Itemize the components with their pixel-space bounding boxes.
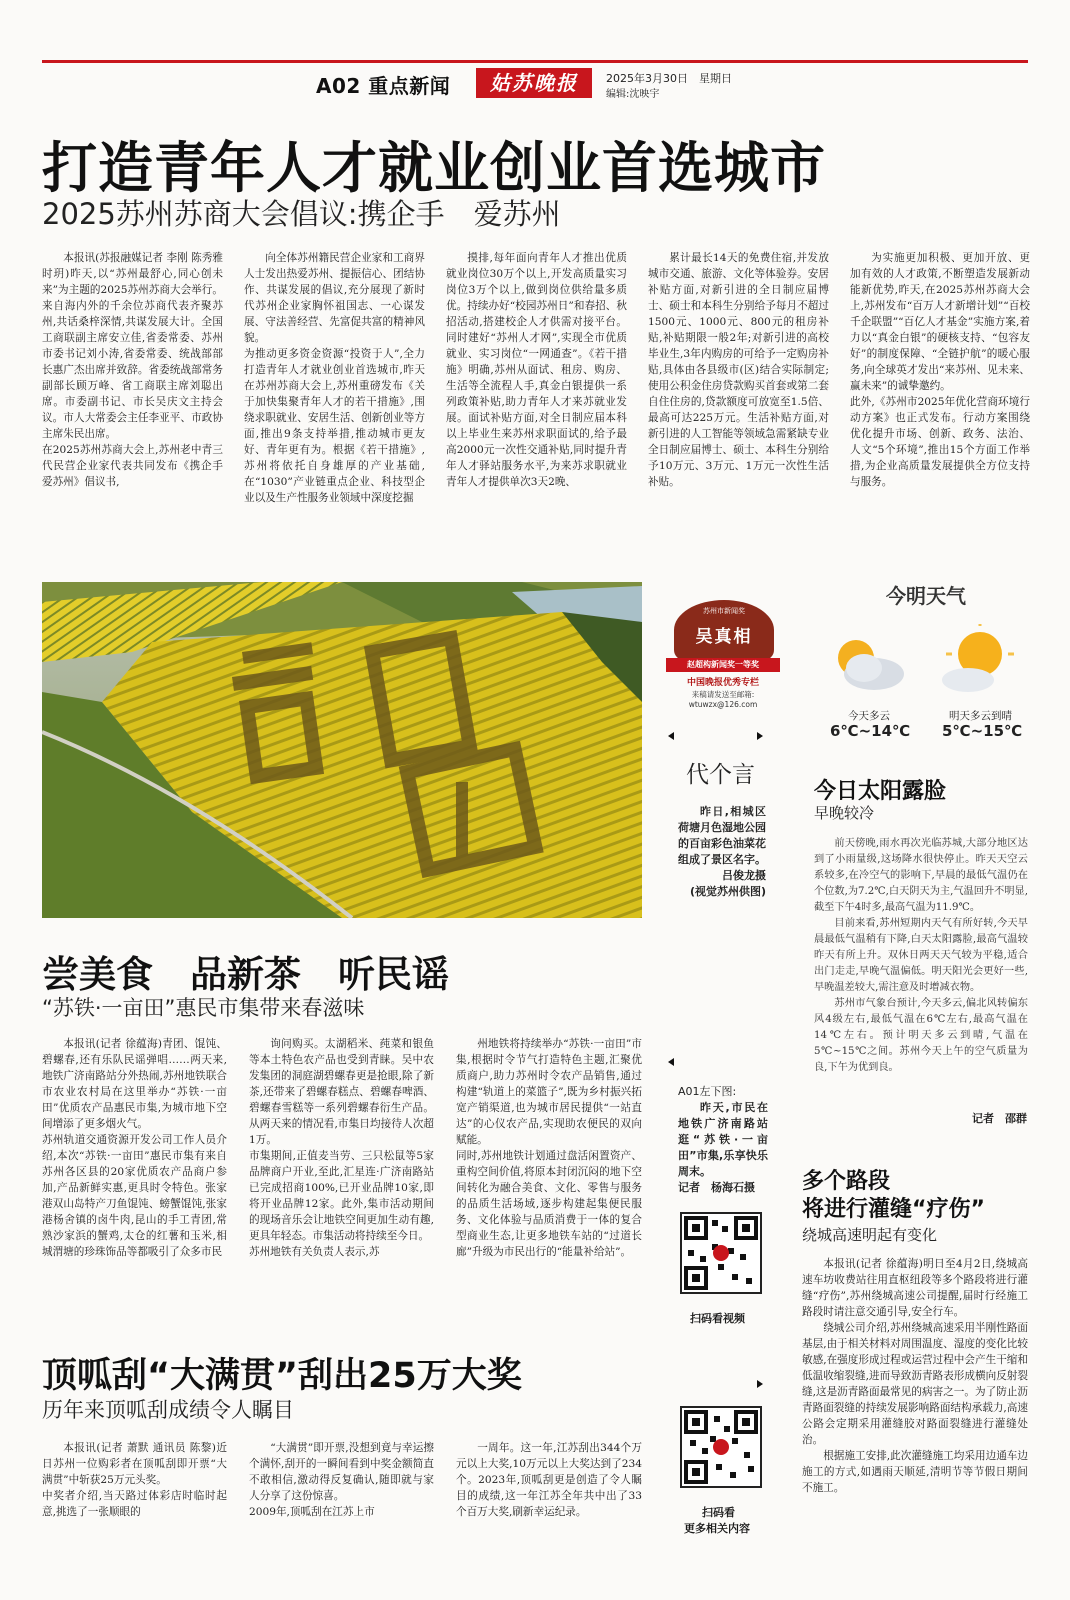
mail-label: 来稿请发送至邮箱: — [691, 690, 755, 699]
road-paragraph: 根据施工安排,此次灌缝施工均采用边通车边施工的方式,如遇雨天顺延,清明节等节假日期间不施工。 — [802, 1450, 1028, 1494]
weather-title: 今明天气 — [886, 584, 966, 608]
lead-column-text: 为实施更加积极、更加开放、更加有效的人才政策,不断塑造发展新动能新优势,昨天,在2025苏州苏商大会上,苏州发布“百万人才新增计划”“百校千企联盟”“百亿人才基金”实施方案,着力以“真金白银”的硬核支持、“包容友好”的制度保障、“全链护航”的暖心服务,向全球英才发出“来苏州、见未来、赢未来”的诚挚邀约。 此外,《苏州市2025年优化营商环境行动方案》也正式发布。行动方案围绕优化提升市场、创新、政务、法治、人文“5个环境”,推出15个方面工作举措,为企业高质量发展提供全方位支持与服务。 — [850, 252, 1030, 488]
lottery-subheadline: 历年来顶呱刮成绩令人瞩目 — [42, 1398, 294, 1422]
triangle-right-icon — [757, 1380, 763, 1388]
metro-caption-ref: A01左下图: — [678, 1085, 737, 1098]
market-column-3 — [456, 1036, 642, 1320]
market-column-text: 州地铁将持续举办“苏铁·一亩田”市集,根据时令节气打造特色主题,汇聚优质商户,助力苏州时令农产品销售,通过构建“轨道上的菜篮子”,既为乡村振兴拓宽产销渠道,也为城市居民提供“一站直达”的心仪农产品,实现助农便民的双向赋能。 同时,苏州地铁计划通过盘活闲置资产、重构空间价值,将原本封闭沉闷的地下空间转化为融合美食、文化、零售与服务的品质生活场域,逐步构建起集便民服务、文化体验与品质消费于一体的复合型商业生态,让更多地铁车站的“过道长廊”升级为市民出行的“能量补给站”。 — [456, 1038, 642, 1258]
more-qr-label-1: 扫码看 — [702, 1506, 735, 1519]
more-qr-label-2: 更多相关内容 — [684, 1522, 750, 1535]
road-paragraph: 绕城公司介绍,苏州绕城高速采用半刚性路面基层,由于相关材料对周围温度、湿度的变化比较敏感,在强度形成过程或运营过程中会产生干缩和低温收缩裂缝,进而导致沥青路表形成横向反射裂缝,这是沥青路面最常见的病害之一。为了防止沥青路面裂缝的持续发展影响路面结构承载力,高速公路会定期采用灌缝胶对路面裂缝进行灌缝处治。 — [802, 1322, 1028, 1446]
weather-paragraph: 苏州市气象台预计,今天多云,偏北风转偏东风4级左右,最低气温在6℃左右,最高气温在14℃左右。预计明天多云到晴,气温在5℃~15℃之间。苏州今天上午的空气质量为良,下午为优到良。 — [814, 998, 1028, 1073]
lead-column-text: 累计最长14天的免费住宿,并发放城市交通、旅游、文化等体验券。安居补贴方面,对新引进的全日制应届博士、硕士和本科生分别给予每月不超过1500元、1000元、800元的租房补贴,补贴期限一般2年;对新引进的高校毕业生,3年内购房的可给予一定购房补贴,具体由各县级市(区)结合实际制定;使用公积金住房贷款购买首套或第二套自住住房的,贷款额度可放宽至1.5倍、最高可达225万元。生活补贴方面,对新引进的人工智能等领域急需紧缺专业全日制应届博士、硕士、本科生分别给予10万元、3万元、1万元一次性生活补贴。 — [648, 252, 829, 488]
lead-headline: 打造青年人才就业创业首选城市 — [42, 136, 827, 200]
weather-paragraph: 目前来看,苏州短期内天气有所好转,今天早晨最低气温稍有下降,白天太阳露脸,最高气温较昨天有所上升。双休日两天天气较为平稳,适合出门走走,早晚气温偏低。明天阳光会更好一些,早晚温差较大,需注意及时增减衣物。 — [814, 918, 1028, 993]
market-column-1 — [42, 1036, 227, 1320]
badge-top-text: 苏州市新闻奖 — [703, 607, 745, 615]
columnist-mail — [666, 690, 780, 710]
header-top-rule — [42, 60, 1028, 63]
columnist-badge — [666, 598, 780, 716]
columnist-award: 赵超构新闻奖一等奖 — [666, 658, 780, 672]
market-column-text: 询问购买。太湖稻米、莼菜和银鱼等本土特色农产品也受到青睐。吴中农发集团的洞庭湖碧螺春更是抢眼,除了新茶,还带来了碧螺春糕点、碧螺春啤酒、碧螺春雪糕等一系列碧螺春衍生产品。从两天来的情况看,市集日均接待人次超1万。 市集期间,正值麦当劳、三只松鼠等5家品牌商户开业,至此,汇星连·广济南路站已完成招商100%,已开业品牌10家,即将开业品牌12家。此外,集市活动期间的现场音乐会让地铁空间更加生动有趣,更具年轻态。市集活动将持续至今日。 苏州地铁有关负责人表示,苏 — [249, 1038, 434, 1258]
qr-code-icon — [682, 1214, 760, 1292]
lead-subheadline: 2025苏州苏商大会倡议:携企手 爱苏州 — [42, 197, 561, 231]
video-qr-code[interactable] — [680, 1212, 762, 1294]
road-headline-1: 多个路段 — [802, 1169, 891, 1194]
metro-caption — [678, 1084, 768, 1196]
market-column-2 — [249, 1036, 434, 1320]
road-body — [802, 1256, 1028, 1538]
cloudy-sun-icon — [826, 628, 908, 700]
field-illustration — [42, 582, 642, 918]
columnist-name: 吴真相 — [695, 627, 753, 647]
paper-logo: 姑苏晚报 — [476, 68, 592, 98]
road-paragraph: 本报讯(记者 徐蕴海)明日至4月2日,绕城高速车坊收费站往用直枢纽段等多个路段将进行灌缝“疗伤”,苏州绕城高速公司提醒,届时行经施工路段时请注意交通引导,安全行车。 — [802, 1258, 1028, 1318]
market-headline: 尝美食 品新茶 听民谣 — [42, 953, 449, 996]
market-subheadline: “苏铁·一亩田”惠民市集带来春滋味 — [42, 996, 365, 1020]
lead-column-3 — [446, 250, 627, 568]
lottery-headline: 顶呱刮“大满贯”刮出25万大奖 — [42, 1356, 522, 1396]
road-subheadline: 绕城高速明起有变化 — [802, 1226, 938, 1244]
lead-column-text: 向全体苏州籍民营企业家和工商界人士发出热爱苏州、提振信心、团结协作、共谋发展的倡议,充分展现了新时代苏州企业家胸怀祖国志、一心谋发展、守法善经营、先富促共富的精神风貌。 为推动更多资金资源“投资于人”,全力打造青年人才就业创业首选城市,昨天在苏州苏商大会上,苏州重磅发布《关于加快集聚青年人才的若干措施》,围绕求职就业、安居生活、创新创业等方面,推出9条支持举措,推动城市更友好、青年更有为。根据《若干措施》,苏州将依托自身雄厚的产业基础,在“1030”产业链重点企业、科技型企业以及生产性服务业领域中深度挖掘 — [244, 252, 425, 504]
weather-tomorrow-label: 明天多云到晴 — [949, 710, 1012, 722]
lead-column-2 — [244, 250, 425, 568]
video-qr-label: 扫码看视频 — [690, 1312, 745, 1325]
weather-headline: 今日太阳露脸 — [814, 779, 947, 804]
columnist-column-name: 中国晚报优秀专栏 — [686, 678, 759, 688]
editor-credit: 编辑:沈映宇 — [606, 89, 660, 100]
lead-column-1 — [42, 250, 223, 568]
lead-column-5 — [850, 250, 1030, 568]
lead-column-text: 本报讯(苏报融媒记者 李刚 陈秀雅 时玥)昨天,以“苏州最舒心,同心创未来”为主题的2025苏州苏商大会举行。来自海内外的千余位苏商代表齐聚苏州,共话桑梓深情,共谋发展大计。全国工商联副主席安立佳,省委常委、苏州市委书记刘小涛,省委常委、统战部部长惠广杰出席并致辞。省委统战部常务副部长顾万峰、省工商联主席刘聪出席。市委副书记、市长吴庆文主持会议。市人大常委会主任李亚平、市政协主席朱民出席。 在2025苏州苏商大会上,苏州老中青三代民营企业家代表共同发布《携企手 爱苏州》倡议书, — [42, 252, 223, 488]
columnist-portrait — [674, 600, 774, 660]
market-column-text: 本报讯(记者 徐蕴海)青团、馄饨、碧螺春,还有乐队民谣弹唱……两天来,地铁广济南路站分外热闹,苏州地铁联合市农业农村局在这里举办“苏铁·一亩田”优质农产品惠民市集,为城市地下空间增添了更多烟火气。 苏州轨道交通资源开发公司工作人员介绍,本次“苏铁·一亩田”惠民市集有来自苏州各区县的20家优质农产品商户参加,产品新鲜实惠,更具时令特色。张家港双山岛特产刀鱼馄饨、螃蟹馄饨,张家港杨舍镇的卤牛肉,昆山的手工青团,常熟沙家浜的蟹鸡,太仓的红薯和玉米,相城渭塘的珍珠饰品等都吸引了众多市民 — [42, 1038, 227, 1258]
triangle-right-icon — [757, 732, 763, 740]
triangle-left-icon — [668, 1058, 674, 1066]
proxy-caption-source: (视觉苏州供图) — [689, 885, 766, 898]
weather-today-temp: 6℃~14℃ — [830, 722, 911, 740]
weather-paragraph: 前天傍晚,雨水再次光临苏城,大部分地区达到了小雨量级,这场降水很快停止。昨天天空云系较多,在冷空气的影响下,早晨的最低气温仍在个位数,为7.2℃,白天阴天为主,气温回升不明显,截至下午4时多,最高气温为11.9℃。 — [814, 838, 1028, 913]
weather-today-label: 今天多云 — [848, 710, 890, 722]
lottery-column-3 — [456, 1440, 642, 1536]
page-label: A02 重点新闻 — [316, 74, 451, 98]
proxy-caption-credit: 吕俊龙摄 — [722, 869, 766, 882]
metro-caption-credit: 记者 杨海石摄 — [678, 1181, 755, 1194]
proxy-caption-text: 昨日,相城区荷塘月色湿地公园的百亩彩色油菜花组成了景区名字。 — [678, 805, 766, 866]
proxy-caption-title: 代个言 — [686, 762, 755, 788]
mail-address[interactable]: wtuwzx@126.com — [688, 700, 758, 709]
lottery-column-text: 一周年。这一年,江苏刮出344个万元以上大奖,10万元以上大奖达到了234个。2023年,顶呱刮更是创造了令人瞩目的成绩,这一年江苏全年共中出了33个百万大奖,刷新幸运纪录。 — [456, 1442, 642, 1518]
lead-column-4 — [648, 250, 829, 568]
weather-tomorrow-temp: 5℃~15℃ — [942, 722, 1023, 740]
issue-date: 2025年3月30日 星期日 — [606, 72, 732, 85]
lottery-column-text: 本报讯(记者 萧默 通讯员 陈黎)近日苏州一位购彩者在顶呱刮即开票“大满贯”中斩获25万元头奖。 中奖者介绍,当天路过体彩店时临时起意,挑选了一张顺眼的 — [42, 1442, 227, 1518]
qr-code-icon — [682, 1408, 760, 1486]
road-headline-2: 将进行灌缝“疗伤” — [802, 1197, 985, 1222]
weather-byline: 记者 邵群 — [972, 1112, 1027, 1125]
weather-body — [814, 836, 1028, 1108]
lottery-column-1 — [42, 1440, 227, 1536]
lottery-column-2 — [249, 1440, 434, 1536]
proxy-caption — [678, 804, 766, 900]
metro-caption-text: 昨天,市民在地铁广济南路站逛“苏铁·一亩田”市集,乐享快乐周末。 — [678, 1101, 768, 1178]
rapeseed-field-photo — [42, 582, 642, 918]
triangle-left-icon — [668, 732, 674, 740]
weather-subheadline: 早晚较冷 — [814, 804, 875, 822]
more-qr-code[interactable] — [680, 1406, 762, 1488]
sunny-cloud-icon — [938, 624, 1020, 696]
lead-column-text: 摸排,每年面向青年人才推出优质就业岗位30万个以上,开发高质量实习岗位3万个以上,做到岗位供给量多质优。持续办好“校园苏州日”和春招、秋招活动,搭建校企人才供需对接平台。同时建好“苏州人才网”,实现全市优质就业、实习岗位“一网通查”。《若干措施》明确,苏州从面试、租房、购房、生活等全流程人手,真金白银提供一系列政策补贴,助力青年人才来苏就业发展。面试补贴方面,对全日制应届本科以上毕业生来苏州求职面试的,给予最高2000元一次性交通补贴,同时提升青年人才驿站服务水平,为来苏求职就业青年人才提供单次3天2晚、 — [446, 252, 627, 488]
lottery-column-text: “大满贯”即开票,没想到竟与幸运擦个满怀,刮开的一瞬间看到中奖金额简直不敢相信,激动得反复确认,随即就与家人分享了这份惊喜。 2009年,顶呱刮在江苏上市 — [249, 1442, 434, 1518]
